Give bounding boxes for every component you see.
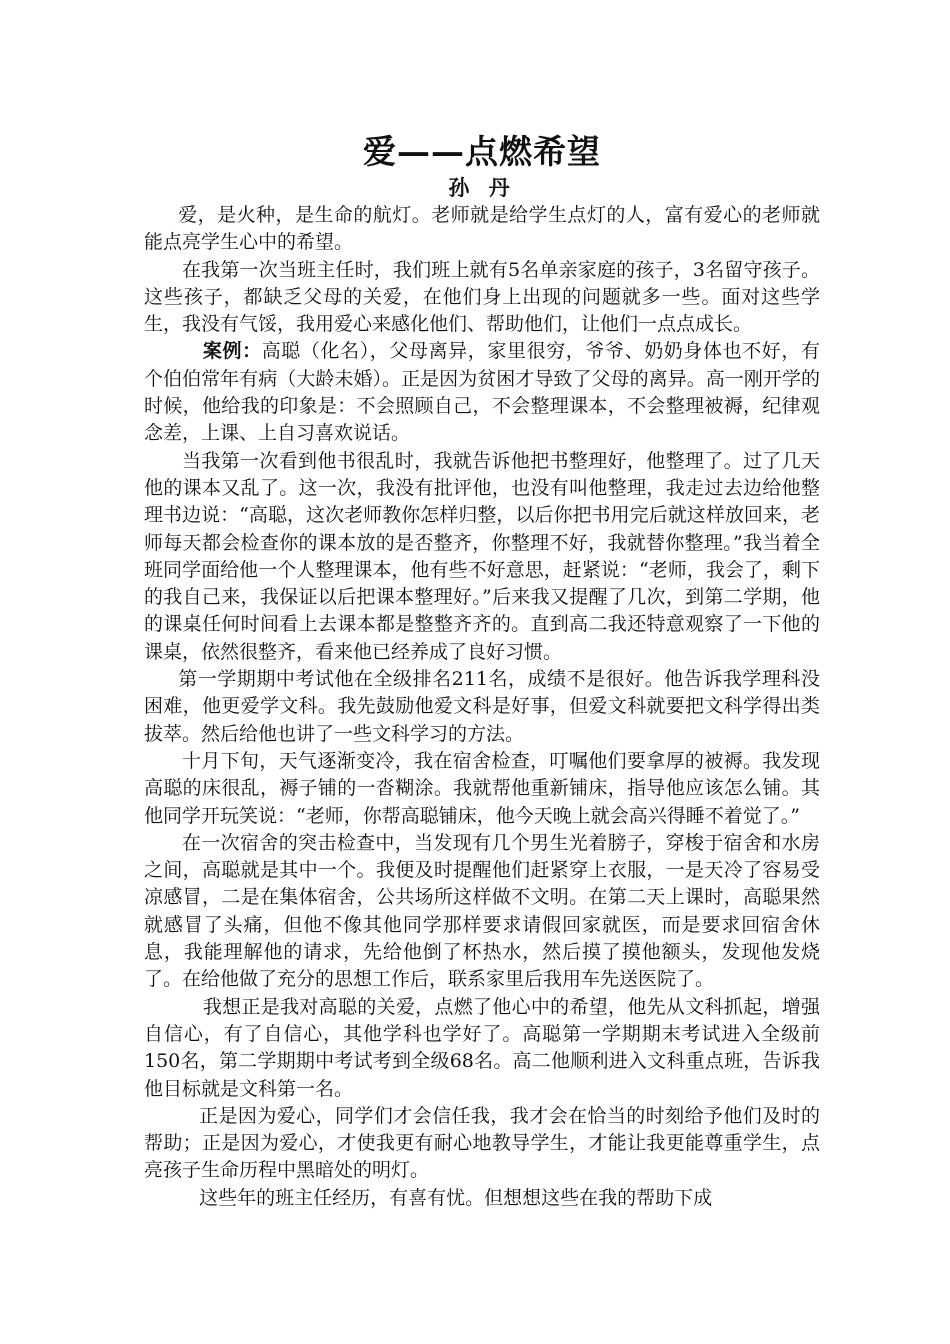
paragraph-experience: 这些年的班主任经历，有喜有忧。但想想这些在我的帮助下成 (199, 1186, 713, 1209)
paragraph-textbooks: 当我第一次看到他书很乱时，我就告诉他把书整理好，他整理了。过了几天他的课本又乱了。这一次，我没有批评他，也没有叫他整理，我走过去边给他整理书边说：“高聪，这次老师教你怎样归整，以后你把书用完后就这样放回来，老师每天都会检查你的课本放的是否整齐，你整理不好，我就替你整理。”我当着全班同学面给他一个人整理课本，他有些不好意思，赶紧说：“老师，我会了，剩下的我自己来，我保证以后把课本整理好。”后来我又提醒了几次，到第二学期，他的课桌任何时间看上去课本都是整整齐齐的。直到高二我还特意观察了一下他的课桌，依然很整齐，看来他已经养成了良好习惯。 (144, 449, 820, 663)
paragraph-intro: 爱，是火种，是生命的航灯。老师就是给学生点灯的人，富有爱心的老师就能点亮学生心中的希望。 (144, 204, 820, 254)
paragraph-dormitory: 十月下旬，天气逐渐变冷，我在宿舍检查，叮嘱他们要拿厚的被褥。我发现高聪的床很乱，褥子铺的一沓糊涂。我就帮他重新铺床，指导他应该怎么铺。其他同学开玩笑说：“老师，你帮高聪铺床，他今天晚上就会高兴得睡不着觉了。” (144, 749, 820, 827)
paragraph-reflection: 我想正是我对高聪的关爱，点燃了他心中的希望，他先从文科抓起，增强自信心，有了自信心，其他学科也学好了。高聪第一学期期末考试进入全级前150名，第二学期期中考试考到全级68名。高二他顺利进入文科重点班，告诉我他目标就是文科第一名。 (144, 995, 820, 1100)
case-label: 案例： (202, 340, 262, 363)
paragraph-background: 在我第一次当班主任时，我们班上就有5名单亲家庭的孩子，3名留守孩子。这些孩子，都缺乏父母的关爱，在他们身上出现的问题就多一些。面对这些学生，我没有气馁，我用爱心来感化他们、帮助他们，让他们一点点成长。 (144, 258, 820, 336)
paragraph-midterm: 第一学期期中考试他在全级排名211名，成绩不是很好。他告诉我学理科没困难，他更爱学文科。我先鼓励他爱文科是好事，但爱文科就要把文科学得出类拔萃。然后给他也讲了一些文科学习的方法。 (144, 668, 820, 745)
paragraph-inspection: 在一次宿舍的突击检查中，当发现有几个男生光着膀子，穿梭于宿舍和水房之间，高聪就是其中一个。我便及时提醒他们赶紧穿上衣服，一是天冷了容易受凉感冒，二是在集体宿舍，公共场所这样做不文明。在第二天上课时，高聪果然就感冒了头痛，但他不像其他同学那样要求请假回家就医，而是要求回宿舍休息，我能理解他的请求，先给他倒了杯热水，然后摸了摸他额头，发现他发烧了。在给他做了充分的思想工作后，联系家里后我用车先送医院了。 (144, 831, 820, 991)
case-text: 高聪（化名），父母离异，家里很穷，爷爷、奶奶身体也不好，有个伯伯常年有病（大龄未婚）。正是因为贫困才导致了父母的离异。高一刚开学的时候，他给我的印象是：不会照顾自己，不会整理课本，不会整理被褥，纪律观念差，上课、上自习喜欢说话。 (144, 340, 820, 445)
document-body (144, 130, 820, 1212)
paragraph-love: 正是因为爱心，同学们才会信任我，我才会在恰当的时刻给予他们及时的帮助；正是因为爱心，才使我更有耐心地教导学生，才能让我更能尊重学生，点亮孩子生命历程中黑暗处的明灯。 (144, 1104, 820, 1182)
paragraph-case (144, 338, 820, 447)
author-name: 孙 丹 (448, 175, 516, 200)
page-title: 爱——点燃希望 (363, 132, 601, 171)
